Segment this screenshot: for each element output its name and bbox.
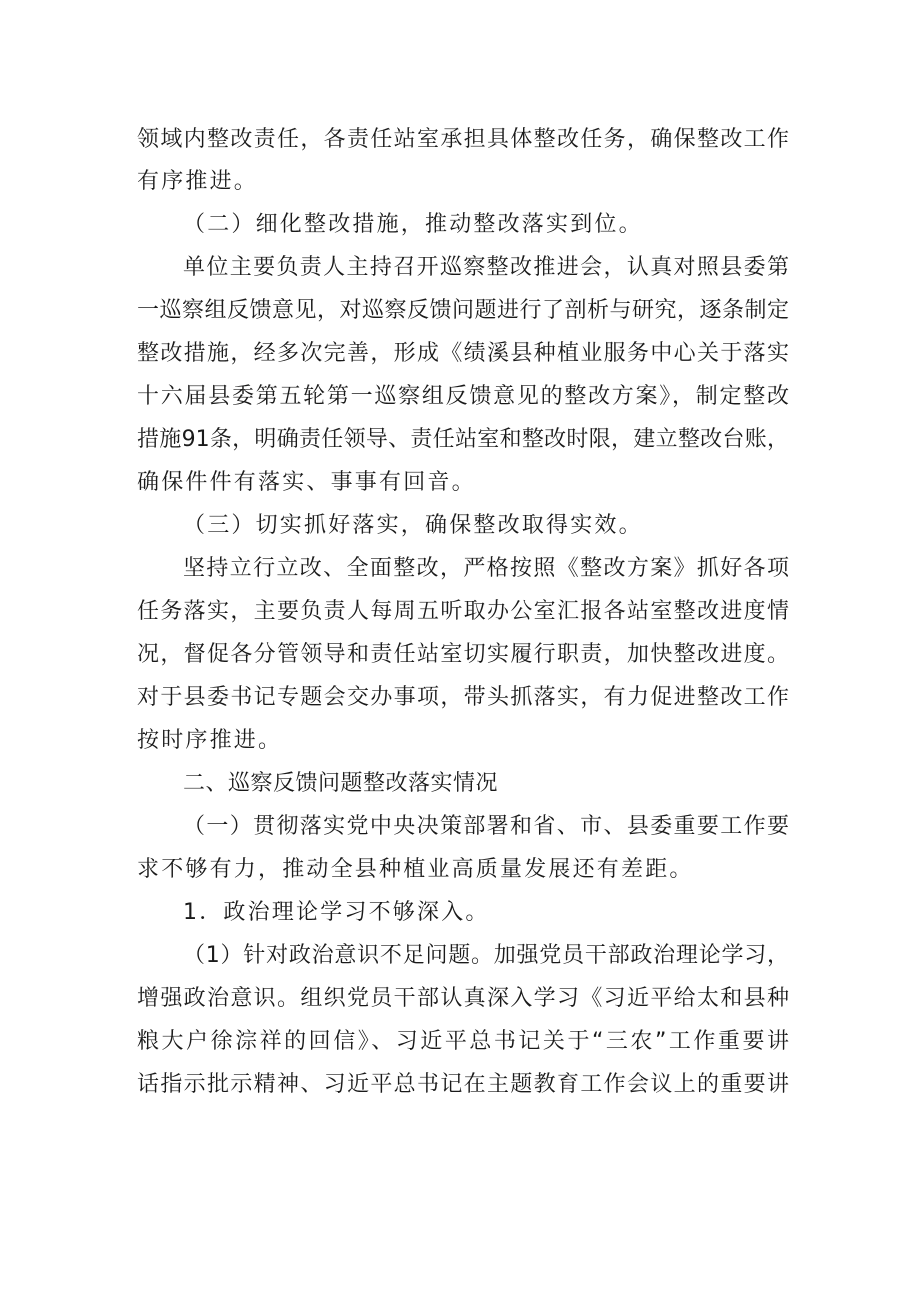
body-text-line: 坚持立行立改、全面整改，严格按照《整改方案》抓好各项	[183, 556, 789, 581]
body-text-line: 话指示批示精神、习近平总书记在主题教育工作会议上的重要讲	[137, 1072, 789, 1097]
body-text-line: 整改措施，经多次完善，形成《绩溪县种植业服务中心关于落实	[137, 341, 789, 366]
section-subheading: （二）细化整改措施，推动整改落实到位。	[183, 212, 643, 237]
body-text-line: 十六届县委第五轮第一巡察组反馈意见的整改方案》，制定整改	[137, 384, 789, 409]
body-text-line: （1）针对政治意识不足问题。加强党员干部政治理论学习，	[183, 943, 789, 968]
body-text-line: （一）贯彻落实党中央决策部署和省、市、县委重要工作要	[183, 814, 789, 839]
body-text-line: 一巡察组反馈意见，对巡察反馈问题进行了剖析与研究，逐条制定	[137, 298, 789, 323]
body-text-line: 按时序推进。	[137, 728, 283, 753]
body-text-line: 任务落实，主要负责人每周五听取办公室汇报各站室整改进度情	[137, 599, 789, 624]
body-text-line: 况，督促各分管领导和责任站室切实履行职责，加快整改进度。	[137, 642, 789, 667]
section-subheading: （三）切实抓好落实，确保整改取得实效。	[183, 513, 643, 538]
body-text-line: 单位主要负责人主持召开巡察整改推进会，认真对照县委第	[183, 255, 789, 280]
section-heading: 二、巡察反馈问题整改落实情况	[183, 771, 499, 796]
body-text-line: 增强政治意识。组织党员干部认真深入学习《习近平给太和县种	[137, 986, 789, 1011]
body-text-line: 措施91条，明确责任领导、责任站室和整改时限，建立整改台账，	[137, 427, 789, 452]
body-text-line: 粮大户徐淙祥的回信》、习近平总书记关于“三农”工作重要讲	[137, 1029, 789, 1054]
body-text-line: 求不够有力，推动全县种植业高质量发展还有差距。	[137, 857, 694, 882]
body-text-line: 领域内整改责任，各责任站室承担具体整改任务，确保整改工作	[137, 127, 789, 152]
body-text-line: 有序推进。	[137, 169, 259, 194]
item-heading: 1．政治理论学习不够深入。	[183, 900, 490, 925]
body-text-line: 确保件件有落实、事事有回音。	[137, 470, 476, 495]
body-text-line: 对于县委书记专题会交办事项，带头抓落实，有力促进整改工作	[137, 685, 789, 710]
